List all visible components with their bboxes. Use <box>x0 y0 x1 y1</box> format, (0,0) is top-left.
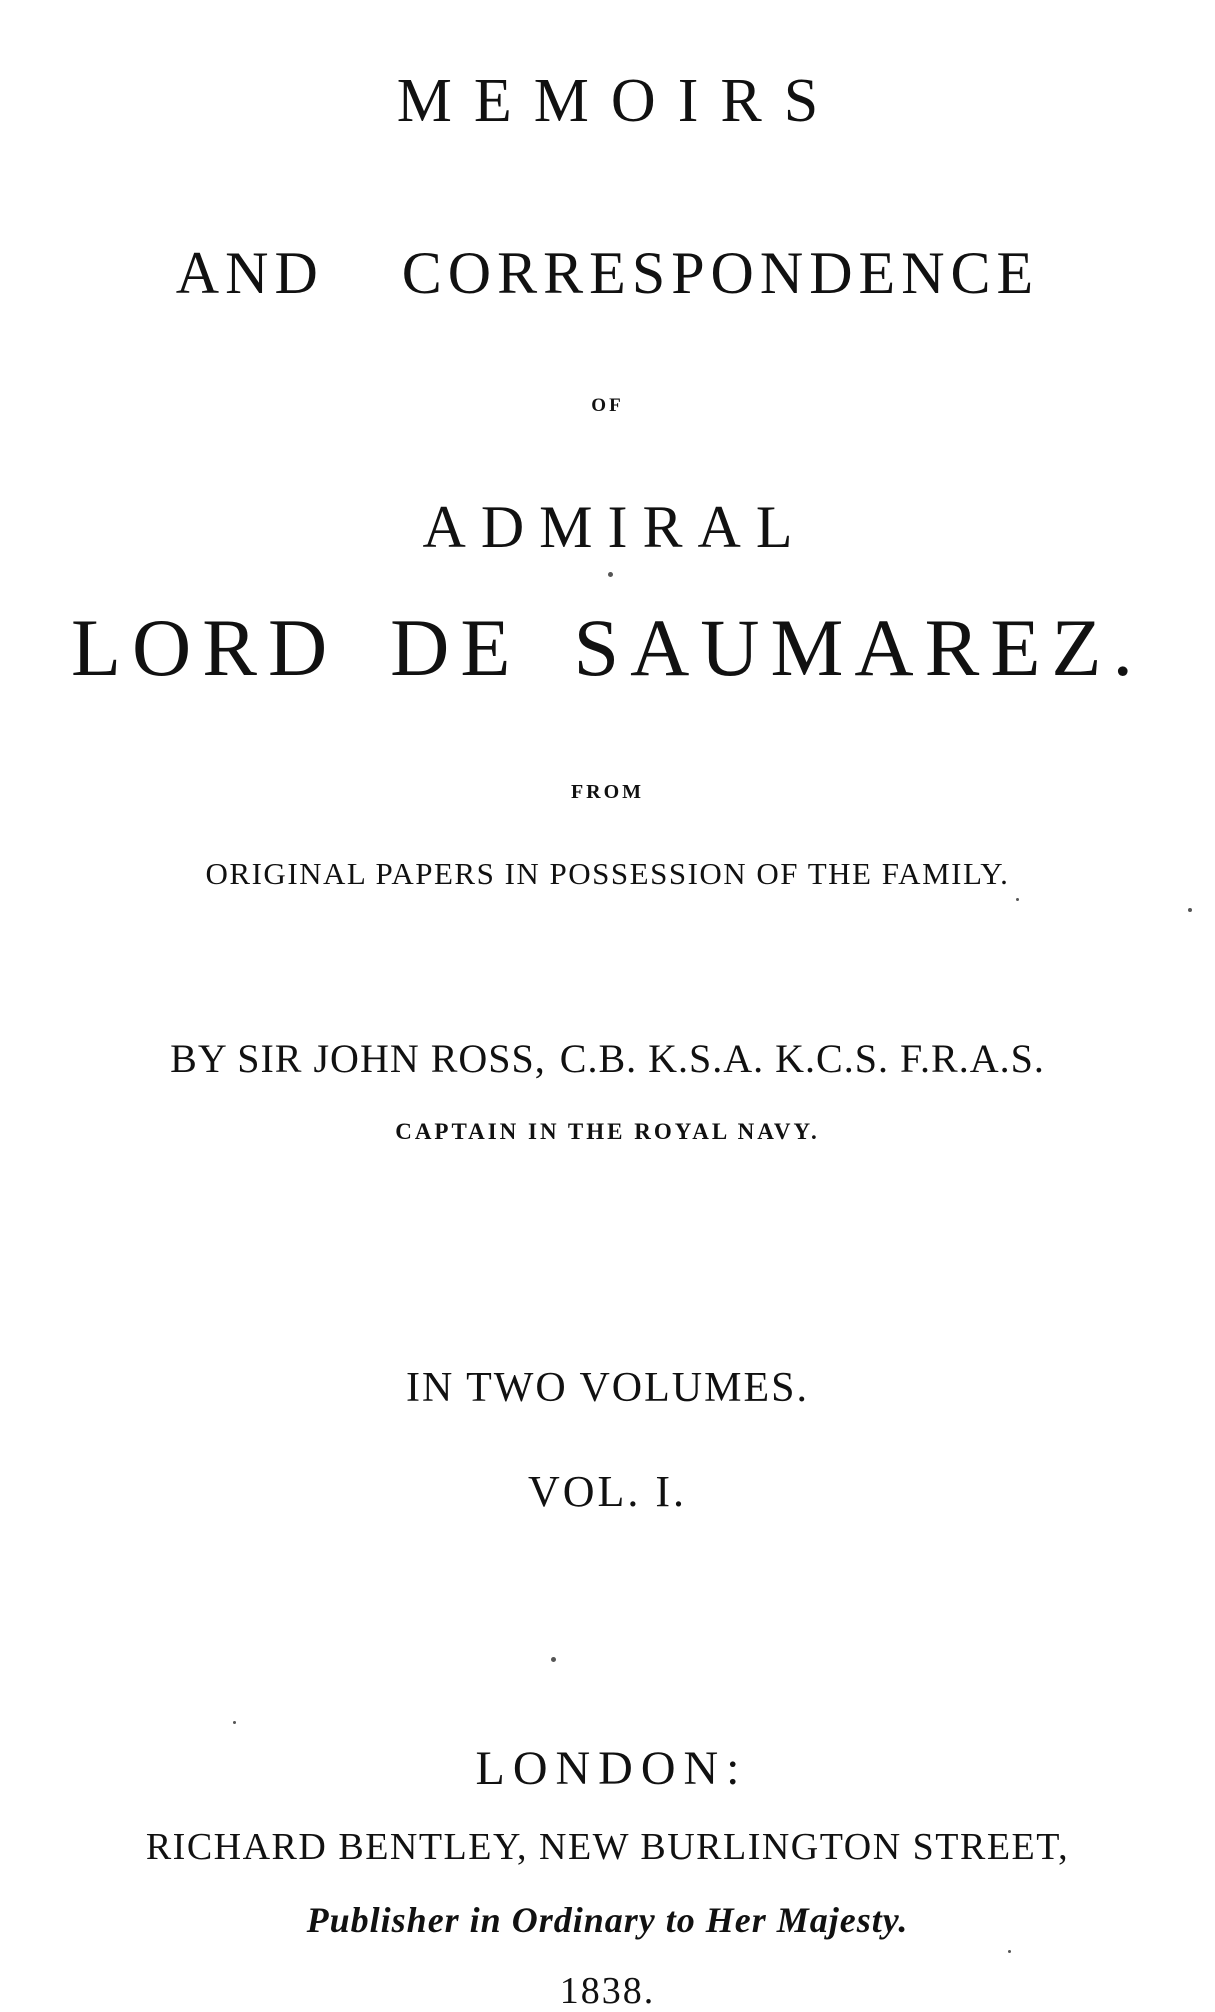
volumes-count: IN TWO VOLUMES. <box>406 1365 809 1411</box>
name-lord: LORD <box>70 602 339 693</box>
scan-speck <box>233 1721 236 1724</box>
source-line: ORIGINAL PAPERS IN POSSESSION OF THE FAMILY. <box>205 856 1010 891</box>
subject-name <box>0 602 1215 693</box>
author-name: BY SIR JOHN ROSS, <box>170 1036 546 1081</box>
author-rank: CAPTAIN IN THE ROYAL NAVY. <box>395 1119 820 1144</box>
imprint-year: 1838. <box>559 1970 656 2012</box>
name-saumarez: SAUMAREZ. <box>573 602 1145 693</box>
name-de: DE <box>390 602 522 693</box>
scan-speck <box>1016 898 1019 901</box>
title-and-correspondence <box>0 240 1215 306</box>
imprint-publisher-address: RICHARD BENTLEY, NEW BURLINGTON STREET, <box>145 1826 1070 1868</box>
author-honours: C.B. K.S.A. K.C.S. F.R.A.S. <box>559 1036 1045 1081</box>
title-correspondence-word: CORRESPONDENCE <box>401 240 1040 306</box>
scan-speck <box>551 1657 556 1662</box>
title-memoirs: MEMOIRS <box>396 67 841 135</box>
author-line <box>0 1036 1215 1081</box>
imprint-city: LONDON: <box>475 1742 748 1795</box>
scan-speck <box>1008 1950 1011 1953</box>
volume-number: VOL. I. <box>527 1467 688 1516</box>
scan-speck <box>608 572 613 577</box>
from-label: FROM <box>570 781 645 803</box>
imprint-publisher-role: Publisher in Ordinary to Her Majesty. <box>306 1900 909 1940</box>
scan-speck <box>1188 908 1192 912</box>
title-and-word: AND <box>175 240 324 306</box>
connector-of: OF <box>591 395 624 416</box>
rank-admiral: ADMIRAL <box>422 494 808 560</box>
